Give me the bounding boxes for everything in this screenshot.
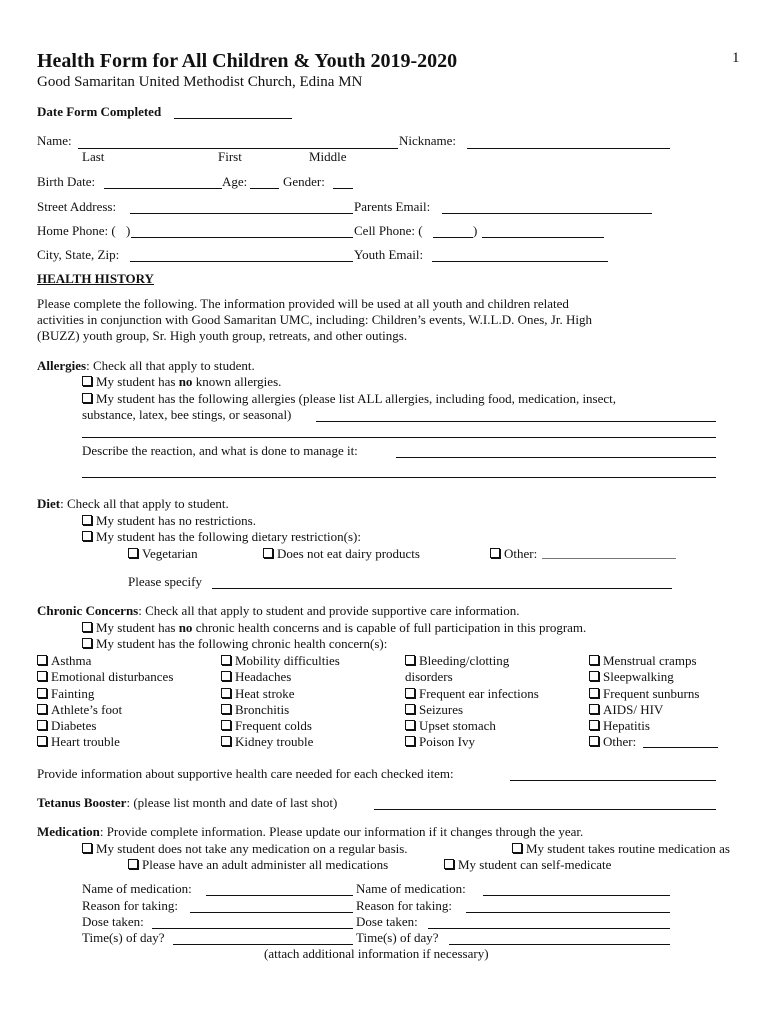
checkbox-icon[interactable] bbox=[405, 720, 415, 730]
cell-phone-field[interactable] bbox=[482, 237, 604, 238]
attach-note: (attach additional information if necessary) bbox=[264, 946, 489, 961]
allergies-instruction bbox=[37, 358, 255, 374]
concern-headaches[interactable] bbox=[221, 669, 291, 685]
medication-none-option[interactable] bbox=[82, 841, 408, 857]
allergies-none-post: known allergies. bbox=[192, 374, 282, 389]
allergies-list-cont: substance, latex, bee stings, or seasonal) bbox=[82, 407, 292, 422]
last-name-caption: Last bbox=[82, 149, 105, 164]
diet-label: Diet bbox=[37, 496, 61, 511]
concern-upset-stomach[interactable] bbox=[405, 718, 496, 734]
medication-routine-option[interactable] bbox=[512, 841, 730, 857]
concern-ear-infections[interactable] bbox=[405, 686, 539, 702]
supportive-care-field[interactable] bbox=[510, 780, 716, 781]
concern-asthma[interactable] bbox=[37, 653, 91, 669]
concern-colds[interactable] bbox=[221, 718, 312, 734]
med1-dose-field[interactable] bbox=[152, 928, 353, 929]
checkbox-icon[interactable] bbox=[82, 622, 92, 632]
diet-vegetarian-option[interactable] bbox=[128, 546, 198, 562]
med2-reason-field[interactable] bbox=[466, 912, 670, 913]
checkbox-icon[interactable] bbox=[221, 671, 231, 681]
checkbox-icon[interactable] bbox=[82, 515, 92, 525]
concern-label: Frequent ear infections bbox=[419, 686, 539, 701]
concern-heart[interactable] bbox=[37, 734, 120, 750]
date-completed-field[interactable] bbox=[174, 118, 292, 119]
home-phone-label: Home Phone: ( bbox=[37, 223, 116, 238]
tetanus-label: Tetanus Booster bbox=[37, 795, 127, 810]
allergies-field-2[interactable] bbox=[82, 437, 716, 438]
med2-time-label: Time(s) of day? bbox=[356, 930, 439, 945]
chronic-label: Chronic Concerns bbox=[37, 603, 139, 618]
med1-time-field[interactable] bbox=[173, 944, 353, 945]
med2-time-field[interactable] bbox=[449, 944, 670, 945]
chronic-none-bold: no bbox=[178, 620, 193, 635]
city-label: City, State, Zip: bbox=[37, 247, 120, 262]
birth-date-label: Birth Date: bbox=[37, 174, 96, 189]
medication-self-label: My student can self-medicate bbox=[458, 857, 612, 872]
concern-label: Bleeding/clotting bbox=[419, 653, 510, 668]
checkbox-icon[interactable] bbox=[128, 548, 138, 558]
supportive-care-label: Provide information about supportive health care needed for each checked item: bbox=[37, 766, 454, 781]
concern-label: Bronchitis bbox=[235, 702, 290, 717]
checkbox-icon[interactable] bbox=[221, 688, 231, 698]
checkbox-icon[interactable] bbox=[589, 671, 599, 681]
concern-label: Frequent sunburns bbox=[603, 686, 700, 701]
checkbox-icon[interactable] bbox=[37, 704, 47, 714]
page-title: Health Form for All Children & Youth 2019-2020 bbox=[37, 50, 458, 72]
checkbox-icon[interactable] bbox=[82, 843, 92, 853]
med2-name-field[interactable] bbox=[483, 895, 670, 896]
gender-field[interactable] bbox=[333, 188, 353, 189]
allergies-instruction-text: : Check all that apply to student. bbox=[86, 358, 255, 373]
checkbox-icon[interactable] bbox=[221, 704, 231, 714]
med2-dose-label: Dose taken: bbox=[356, 914, 418, 929]
home-phone-close: ) bbox=[126, 223, 131, 238]
reaction-label: Describe the reaction, and what is done to manage it: bbox=[82, 443, 358, 458]
allergies-label: Allergies bbox=[37, 358, 87, 373]
diet-restrictions-option[interactable] bbox=[82, 529, 361, 545]
medication-adult-label: Please have an adult administer all medications bbox=[142, 857, 389, 872]
allergies-field-1[interactable] bbox=[316, 421, 716, 422]
intro-line-1: Please complete the following. The information provided will be used at all youth and children related bbox=[37, 296, 569, 311]
concern-menstrual[interactable] bbox=[589, 653, 697, 669]
youth-email-label: Youth Email: bbox=[354, 247, 424, 262]
concern-sleepwalking[interactable] bbox=[589, 669, 674, 685]
chronic-list-option[interactable] bbox=[82, 636, 387, 652]
concern-athletes-foot[interactable] bbox=[37, 702, 122, 718]
concern-poison-ivy[interactable] bbox=[405, 734, 475, 750]
cell-phone-close: ) bbox=[473, 223, 478, 238]
gender-label: Gender: bbox=[283, 174, 325, 189]
concern-other[interactable] bbox=[589, 734, 636, 750]
medication-adult-option[interactable] bbox=[128, 857, 388, 873]
date-completed-label: Date Form Completed bbox=[37, 104, 162, 119]
medication-routine-label: My student takes routine medication as bbox=[526, 841, 730, 856]
diet-instruction-text: : Check all that apply to student. bbox=[60, 496, 229, 511]
subtitle: Good Samaritan United Methodist Church, Edina MN bbox=[37, 74, 363, 90]
diet-specify-field[interactable] bbox=[212, 588, 672, 589]
checkbox-icon[interactable] bbox=[512, 843, 522, 853]
age-label: Age: bbox=[222, 174, 248, 189]
concern-bleeding-cont: disorders bbox=[405, 669, 453, 684]
chronic-instruction-text: : Check all that apply to student and provide supportive care information. bbox=[138, 603, 520, 618]
medication-instruction bbox=[37, 824, 583, 840]
diet-other-label: Other: bbox=[504, 546, 538, 561]
street-field[interactable] bbox=[130, 213, 353, 214]
checkbox-icon[interactable] bbox=[221, 736, 231, 746]
med1-time-label: Time(s) of day? bbox=[82, 930, 165, 945]
concern-mobility[interactable] bbox=[221, 653, 340, 669]
checkbox-icon[interactable] bbox=[589, 720, 599, 730]
checkbox-icon[interactable] bbox=[37, 720, 47, 730]
intro-line-2: activities in conjunction with Good Samaritan UMC, including: Children’s events, W.I.L.D. Ones, Jr. High bbox=[37, 312, 592, 327]
checkbox-icon[interactable] bbox=[37, 736, 47, 746]
street-label: Street Address: bbox=[37, 199, 117, 214]
diet-dairy-option[interactable] bbox=[263, 546, 420, 562]
concern-label: Emotional disturbances bbox=[51, 669, 174, 684]
checkbox-icon[interactable] bbox=[221, 720, 231, 730]
concern-label: Heart trouble bbox=[51, 734, 120, 749]
concern-hepatitis[interactable] bbox=[589, 718, 650, 734]
checkbox-icon[interactable] bbox=[221, 655, 231, 665]
tetanus-field[interactable] bbox=[374, 809, 716, 810]
concern-emotional[interactable] bbox=[37, 669, 173, 685]
concern-seizures[interactable] bbox=[405, 702, 463, 718]
chronic-instruction bbox=[37, 603, 519, 619]
cell-area-code-field[interactable] bbox=[433, 237, 473, 238]
checkbox-icon[interactable] bbox=[263, 548, 273, 558]
checkbox-icon[interactable] bbox=[82, 376, 92, 386]
concern-heat-stroke[interactable] bbox=[221, 686, 295, 702]
concern-label: Headaches bbox=[235, 669, 292, 684]
concern-label: Asthma bbox=[51, 653, 92, 668]
cell-phone-label: Cell Phone: ( bbox=[354, 223, 423, 238]
parents-email-label: Parents Email: bbox=[354, 199, 431, 214]
concern-bleeding[interactable] bbox=[405, 653, 509, 669]
concern-label: Seizures bbox=[419, 702, 464, 717]
diet-other-option[interactable] bbox=[490, 546, 537, 562]
tetanus-instruction bbox=[37, 795, 337, 811]
allergies-list-label: My student has the following allergies (please list ALL allergies, including food, medication, insect, bbox=[96, 391, 617, 406]
concern-label: Hepatitis bbox=[603, 718, 650, 733]
medication-none-label: My student does not take any medication on a regular basis. bbox=[96, 841, 408, 856]
age-field[interactable] bbox=[250, 188, 279, 189]
concern-label: Sleepwalking bbox=[603, 669, 674, 684]
checkbox-icon[interactable] bbox=[37, 655, 47, 665]
diet-none-option[interactable] bbox=[82, 513, 256, 529]
checkbox-icon[interactable] bbox=[82, 638, 92, 648]
concern-label: Frequent colds bbox=[235, 718, 312, 733]
checkbox-icon[interactable] bbox=[405, 688, 415, 698]
med1-dose-label: Dose taken: bbox=[82, 914, 144, 929]
concern-label: Poison Ivy bbox=[419, 734, 475, 749]
health-history-heading: HEALTH HISTORY bbox=[37, 271, 154, 286]
checkbox-icon[interactable] bbox=[37, 688, 47, 698]
checkbox-icon[interactable] bbox=[490, 548, 500, 558]
concern-label: Menstrual cramps bbox=[603, 653, 697, 668]
diet-none-label: My student has no restrictions. bbox=[96, 513, 256, 528]
concern-label: Mobility difficulties bbox=[235, 653, 340, 668]
concern-other-field[interactable] bbox=[643, 747, 718, 748]
checkbox-icon[interactable] bbox=[589, 736, 599, 746]
med1-reason-label: Reason for taking: bbox=[82, 898, 179, 913]
med1-reason-field[interactable] bbox=[190, 912, 353, 913]
concern-label: Kidney trouble bbox=[235, 734, 314, 749]
allergies-none-bold: no bbox=[178, 374, 193, 389]
intro-line-3: (BUZZ) youth group, Sr. High youth group, retreats, and other outings. bbox=[37, 328, 408, 343]
nickname-field[interactable] bbox=[467, 148, 670, 149]
concern-label: Other: bbox=[603, 734, 637, 749]
allergies-list-option[interactable] bbox=[82, 391, 616, 407]
concern-label: Heat stroke bbox=[235, 686, 295, 701]
allergies-none-option[interactable] bbox=[82, 374, 281, 390]
checkbox-icon[interactable] bbox=[589, 704, 599, 714]
allergies-none-pre: My student has bbox=[96, 374, 179, 389]
checkbox-icon[interactable] bbox=[405, 736, 415, 746]
checkbox-icon[interactable] bbox=[82, 393, 92, 403]
reaction-field-1[interactable] bbox=[396, 457, 716, 458]
nickname-label: Nickname: bbox=[399, 133, 457, 148]
diet-restrictions-label: My student has the following dietary restriction(s): bbox=[96, 529, 362, 544]
reaction-field-2[interactable] bbox=[82, 477, 716, 478]
checkbox-icon[interactable] bbox=[444, 859, 454, 869]
page-number: 1 bbox=[732, 50, 740, 66]
concern-aids-hiv[interactable] bbox=[589, 702, 663, 718]
checkbox-icon[interactable] bbox=[82, 531, 92, 541]
youth-email-field[interactable] bbox=[432, 261, 608, 262]
concern-diabetes[interactable] bbox=[37, 718, 96, 734]
diet-dairy-label: Does not eat dairy products bbox=[277, 546, 420, 561]
middle-name-caption: Middle bbox=[309, 149, 347, 164]
concern-label: Athlete’s foot bbox=[51, 702, 123, 717]
checkbox-icon[interactable] bbox=[405, 655, 415, 665]
chronic-none-post: chronic health concerns and is capable of full participation in this program. bbox=[192, 620, 587, 635]
chronic-none-option[interactable] bbox=[82, 620, 586, 636]
med2-reason-label: Reason for taking: bbox=[356, 898, 453, 913]
diet-specify-label: Please specify bbox=[128, 574, 203, 589]
med1-name-field[interactable] bbox=[206, 895, 353, 896]
name-label: Name: bbox=[37, 133, 72, 148]
checkbox-icon[interactable] bbox=[405, 704, 415, 714]
chronic-list-label: My student has the following chronic health concern(s): bbox=[96, 636, 388, 651]
concern-label: Upset stomach bbox=[419, 718, 496, 733]
med2-dose-field[interactable] bbox=[428, 928, 670, 929]
checkbox-icon[interactable] bbox=[589, 688, 599, 698]
home-phone-field[interactable] bbox=[131, 237, 353, 238]
birth-date-field[interactable] bbox=[104, 188, 222, 189]
checkbox-icon[interactable] bbox=[37, 671, 47, 681]
concern-label: Diabetes bbox=[51, 718, 97, 733]
concern-fainting[interactable] bbox=[37, 686, 94, 702]
med1-name-label: Name of medication: bbox=[82, 881, 192, 896]
parents-email-field[interactable] bbox=[442, 213, 652, 214]
checkbox-icon[interactable] bbox=[589, 655, 599, 665]
first-name-caption: First bbox=[218, 149, 242, 164]
concern-kidney[interactable] bbox=[221, 734, 313, 750]
concern-label: Fainting bbox=[51, 686, 95, 701]
medication-self-option[interactable] bbox=[444, 857, 611, 873]
diet-other-field[interactable] bbox=[542, 558, 676, 559]
medication-label: Medication bbox=[37, 824, 100, 839]
chronic-none-pre: My student has bbox=[96, 620, 179, 635]
checkbox-icon[interactable] bbox=[128, 859, 138, 869]
concern-label: AIDS/ HIV bbox=[603, 702, 664, 717]
concern-sunburns[interactable] bbox=[589, 686, 699, 702]
city-field[interactable] bbox=[130, 261, 353, 262]
tetanus-text: : (please list month and date of last shot) bbox=[126, 795, 338, 810]
medication-instruction-text: : Provide complete information. Please update our information if it changes through the year. bbox=[99, 824, 584, 839]
concern-bronchitis[interactable] bbox=[221, 702, 289, 718]
med2-name-label: Name of medication: bbox=[356, 881, 466, 896]
diet-instruction bbox=[37, 496, 229, 512]
diet-vegetarian-label: Vegetarian bbox=[142, 546, 198, 561]
